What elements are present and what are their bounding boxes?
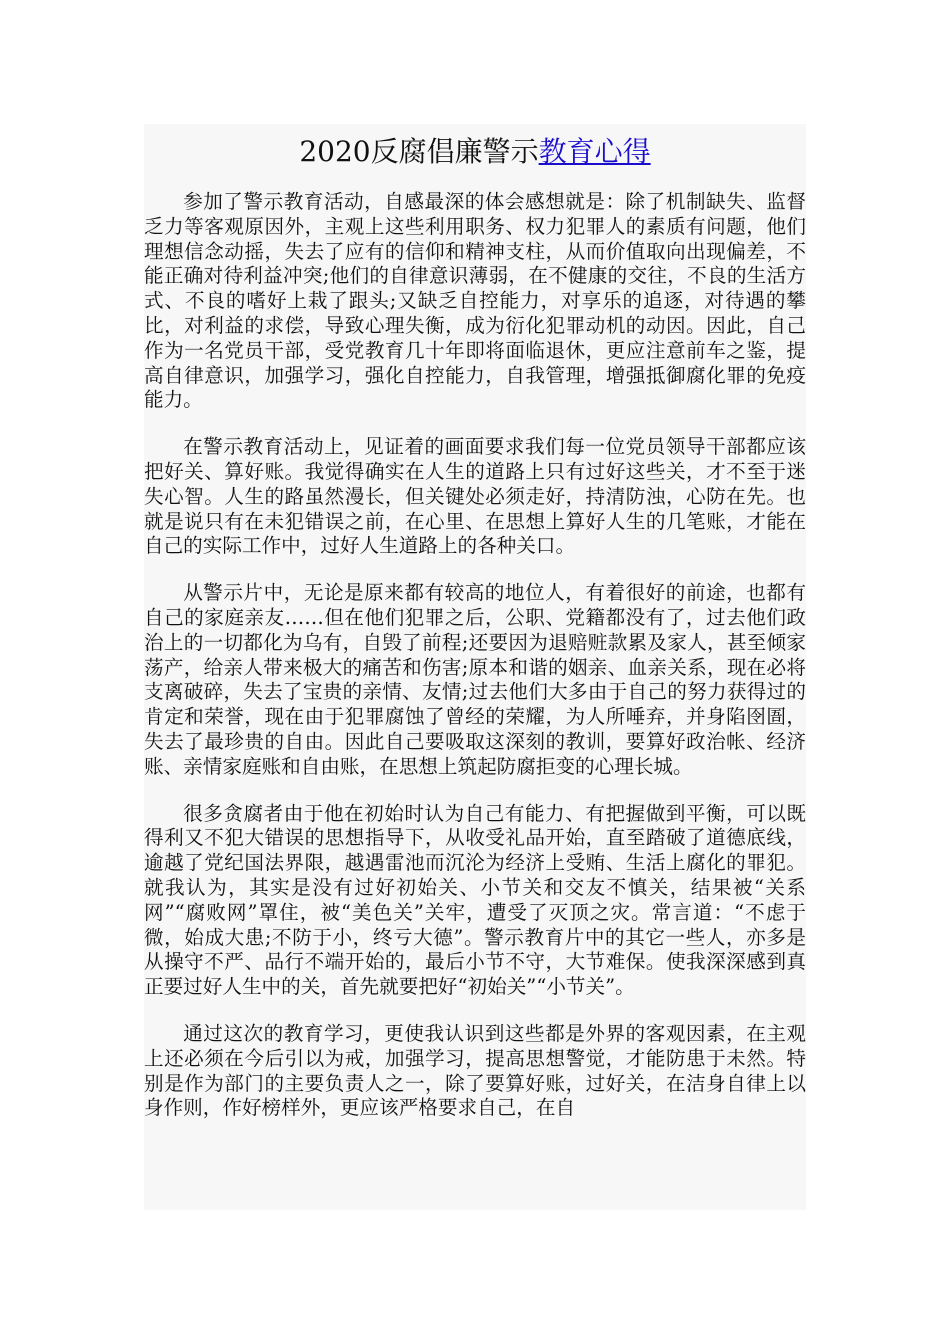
paragraph-5: 通过这次的教育学习，更使我认识到这些都是外界的客观因素，在主观上还必须在今后引以为戒，加强学习，提高思想警觉，才能防患于未然。特别是作为部门的主要负责人之一，除了要算好账，过好关，在洁身自律上以身作则，作好榜样外，更应该严格要求自己，在自 [144,1021,806,1120]
paragraph-4: 很多贪腐者由于他在初始时认为自己有能力、有把握做到平衡，可以既得利又不犯大错误的思想指导下，从收受礼品开始，直至踏破了道德底线，逾越了党纪国法界限，越遇雷池而沉沦为经济上受贿、生活上腐化的罪犯。就我认为，其实是没有过好初始关、小节关和交友不慎关，结果被“关系网”“腐败网”罩住，被“美色关”关牢，遭受了灭顶之灾。常言道：“不虑于微，始成大患;不防于小，终亏大德”。警示教育片中的其它一些人，亦多是从操守不严、品行不端开始的，最后小节不守，大节难保。使我深深感到真正要过好人生中的关，首先就要把好“初始关”“小节关”。 [144,801,806,999]
paragraph-3: 从警示片中，无论是原来都有较高的地位人，有着很好的前途，也都有自己的家庭亲友……但在他们犯罪之后，公职、党籍都没有了，过去他们政治上的一切都化为乌有，自毁了前程;还要因为退赔赃款累及家人，甚至倾家荡产，给亲人带来极大的痛苦和伤害;原本和谐的姻亲、血亲关系，现在必将支离破碎，失去了宝贵的亲情、友情;过去他们大多由于自己的努力获得过的肯定和荣誉，现在由于犯罪腐蚀了曾经的荣耀，为人所唾弃，并身陷囹圄，失去了最珍贵的自由。因此自己要吸取这深刻的教训，要算好政治帐、经济账、亲情家庭账和自由账，在思想上筑起防腐拒变的心理长城。 [144,581,806,778]
title-link[interactable]: 教育心得 [538,135,651,168]
paragraph-1: 参加了警示教育活动，自感最深的体会感想就是：除了机制缺失、监督乏力等客观原因外，主观上这些利用职务、权力犯罪人的素质有问题，他们理想信念动摇，失去了应有的信仰和精神支柱，从而价值取向出现偏差，不能正确对待利益冲突;他们的自律意识薄弱，在不健康的交往，不良的生活方式、不良的嗜好上栽了跟头;又缺乏自控能力，对享乐的追逐，对待遇的攀比，对利益的求偿，导致心理失衡，成为衍化犯罪动机的动因。因此，自己作为一名党员干部，受党教育几十年即将面临退休，更应注意前车之鉴，提高自律意识，加强学习，强化自控能力，自我管理，增强抵御腐化罪的免疫能力。 [144,190,806,412]
paragraph-2: 在警示教育活动上，见证着的画面要求我们每一位党员领导干部都应该把好关、算好账。我觉得确实在人生的道路上只有过好这些关，才不至于迷失心智。人生的路虽然漫长，但关键处必须走好，持清防浊，心防在先。也就是说只有在未犯错误之前，在心里、在思想上算好人生的几笔账，才能在自己的实际工作中，过好人生道路上的各种关口。 [144,435,806,558]
document-page [144,124,806,1210]
document-title [144,134,806,170]
title-text: 2020反腐倡廉警示 [299,135,539,168]
